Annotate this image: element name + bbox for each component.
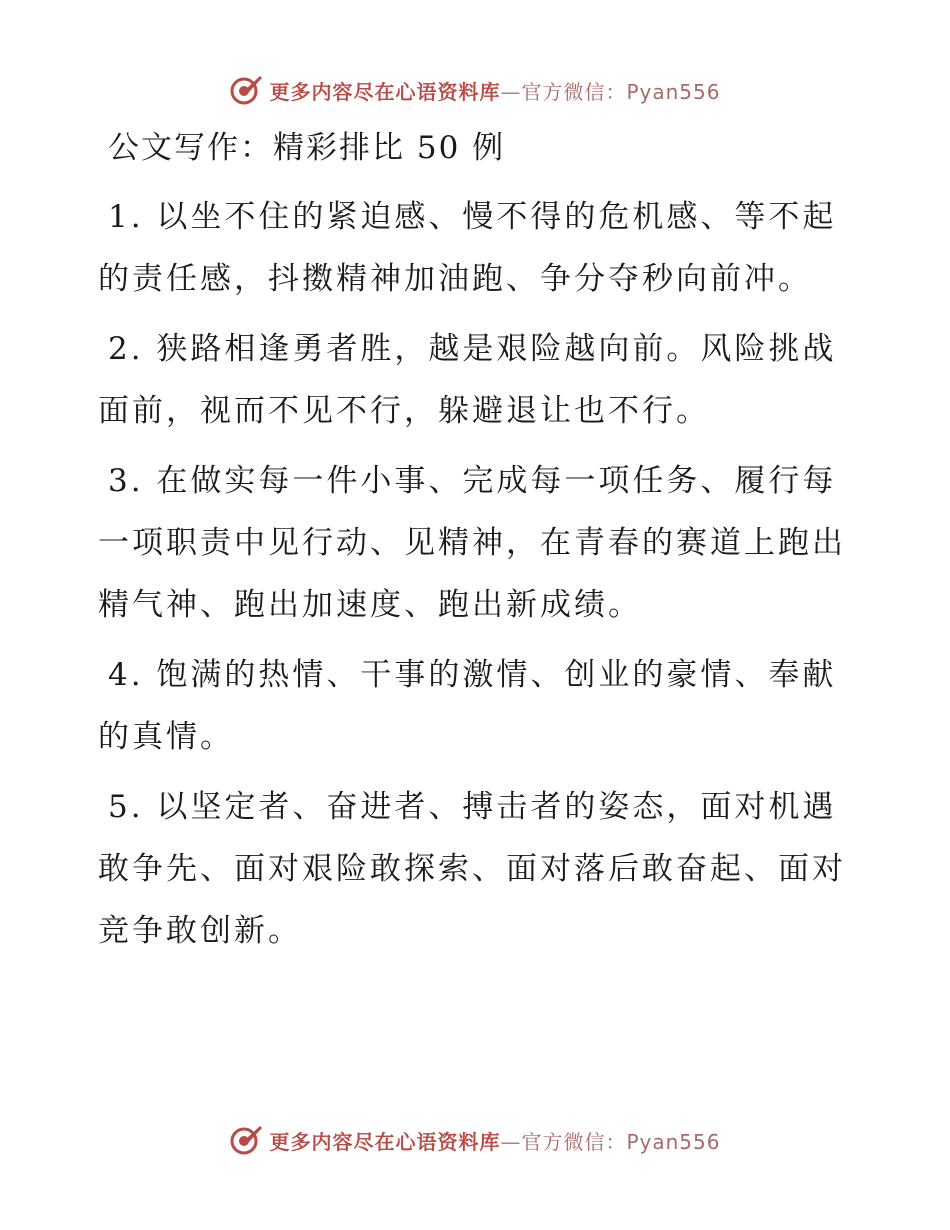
watermark-main-text: 更多内容尽在心语资料库 xyxy=(269,79,501,104)
footer-watermark xyxy=(0,1120,950,1160)
list-item: 2. 狭路相逢勇者胜，越是艰险越向前。风险挑战面前，视而不见不行，躲避退让也不行。 xyxy=(98,331,837,429)
quill-seal-icon xyxy=(229,73,263,107)
watermark-dash: — xyxy=(500,79,522,104)
list-item: 1. 以坐不住的紧迫感、慢不得的危机感、等不起的责任感，抖擞精神加油跑、争分夺秒向前冲。 xyxy=(98,199,837,297)
list-item: 5. 以坚定者、奋进者、搏击者的姿态，面对机遇敢争先、面对艰险敢探索、面对落后敢奋起、面对竞争敢创新。 xyxy=(98,789,846,949)
document-body xyxy=(98,122,858,970)
watermark-wechat-text: 官方微信：Pyan556 xyxy=(521,79,721,104)
list-item: 3. 在做实每一件小事、完成每一项任务、履行每一项职责中见行动、见精神，在青春的赛道上跑出精气神、跑出加速度、跑出新成绩。 xyxy=(98,463,846,623)
watermark-dash: — xyxy=(500,1129,522,1154)
quill-seal-icon xyxy=(229,1123,263,1157)
watermark-text xyxy=(269,76,720,105)
watermark-main-text: 更多内容尽在心语资料库 xyxy=(269,1129,501,1154)
watermark-wechat-text: 官方微信：Pyan556 xyxy=(521,1129,721,1154)
header-watermark xyxy=(0,70,950,110)
list-item: 4. 饱满的热情、干事的激情、创业的豪情、奉献的真情。 xyxy=(98,657,837,755)
document-title: 公文写作：精彩排比 50 例 xyxy=(108,130,506,166)
watermark-text xyxy=(269,1126,720,1155)
